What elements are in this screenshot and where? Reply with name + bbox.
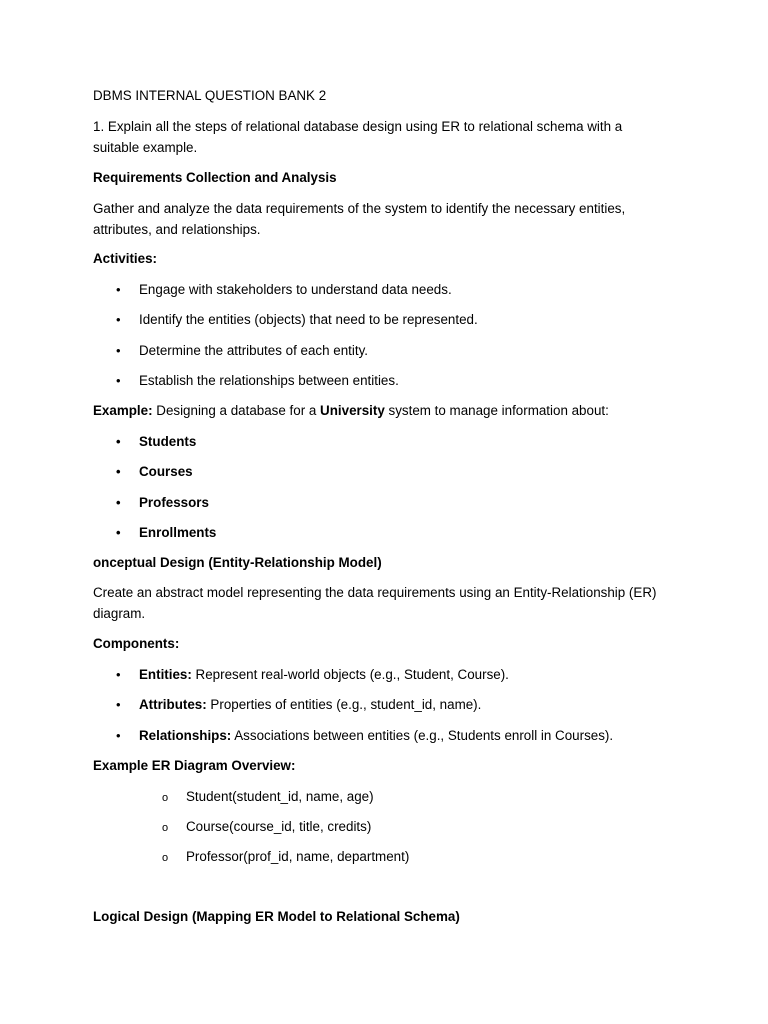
- example-text: Designing a database for a: [152, 403, 321, 418]
- er-overview-label: Example ER Diagram Overview:: [93, 758, 296, 773]
- er-entity: Student(student_id, name, age): [186, 789, 374, 804]
- bullet-icon: •: [116, 728, 121, 743]
- example-paragraph: [93, 401, 668, 422]
- component-term: Relationships:: [139, 728, 232, 743]
- circle-bullet-icon: o: [162, 822, 169, 834]
- bullet-icon: •: [116, 525, 121, 540]
- circle-bullet-icon: o: [162, 852, 169, 864]
- activity-text: Determine the attributes of each entity.: [139, 343, 369, 358]
- circle-bullet-icon: o: [162, 792, 169, 804]
- list-item: [116, 310, 478, 330]
- bullet-icon: •: [116, 434, 121, 449]
- section-heading-requirements: Requirements Collection and Analysis: [93, 170, 337, 185]
- section-heading-conceptual: onceptual Design (Entity-Relationship Model): [93, 555, 382, 570]
- bullet-icon: •: [116, 495, 121, 510]
- er-entity: Course(course_id, title, credits): [186, 819, 372, 834]
- list-item: [162, 787, 374, 808]
- bullet-icon: •: [116, 282, 121, 297]
- bullet-icon: •: [116, 697, 121, 712]
- list-item: [116, 493, 209, 513]
- section-heading-logical: Logical Design (Mapping ER Model to Relational Schema): [93, 909, 460, 924]
- component-desc: Associations between entities (e.g., Students enroll in Courses).: [231, 728, 614, 743]
- list-item: [162, 817, 371, 838]
- list-item: [116, 523, 216, 543]
- question-text: 1. Explain all the steps of relational database design using ER to relational schema with a suitable example.: [93, 119, 623, 155]
- list-item: [116, 432, 196, 452]
- example-item: Courses: [139, 464, 193, 479]
- er-entity: Professor(prof_id, name, department): [186, 849, 410, 864]
- example-item: Enrollments: [139, 525, 217, 540]
- bullet-icon: •: [116, 312, 121, 327]
- list-item: [162, 847, 409, 868]
- list-item: [116, 280, 452, 300]
- example-text-2: system to manage information about:: [384, 403, 609, 418]
- activity-text: Establish the relationships between entities.: [139, 373, 399, 388]
- example-bold: University: [320, 403, 385, 418]
- example-item: Professors: [139, 495, 209, 510]
- component-term: Entities:: [139, 667, 192, 682]
- example-item: Students: [139, 434, 197, 449]
- activities-label: Activities:: [93, 251, 157, 266]
- activity-text: Engage with stakeholders to understand data needs.: [139, 282, 452, 297]
- requirements-intro: Gather and analyze the data requirements of the system to identify the necessary entities, attributes, and relationships.: [93, 201, 626, 237]
- bullet-icon: •: [116, 373, 121, 388]
- component-term: Attributes:: [139, 697, 207, 712]
- bullet-icon: •: [116, 343, 121, 358]
- bullet-icon: •: [116, 464, 121, 479]
- list-item: [116, 341, 368, 361]
- list-item: [116, 726, 613, 746]
- components-label: Components:: [93, 636, 180, 651]
- example-label: Example:: [93, 403, 153, 418]
- bullet-icon: •: [116, 667, 121, 682]
- conceptual-intro: Create an abstract model representing the data requirements using an Entity-Relationship (ER) diagram.: [93, 585, 657, 621]
- list-item: [116, 665, 509, 685]
- list-item: [116, 695, 481, 715]
- document-title: DBMS INTERNAL QUESTION BANK 2: [93, 88, 327, 103]
- list-item: [116, 462, 193, 482]
- component-desc: Represent real-world objects (e.g., Student, Course).: [191, 667, 509, 682]
- component-desc: Properties of entities (e.g., student_id, name).: [206, 697, 482, 712]
- activity-text: Identify the entities (objects) that need to be represented.: [139, 312, 478, 327]
- list-item: [116, 371, 399, 391]
